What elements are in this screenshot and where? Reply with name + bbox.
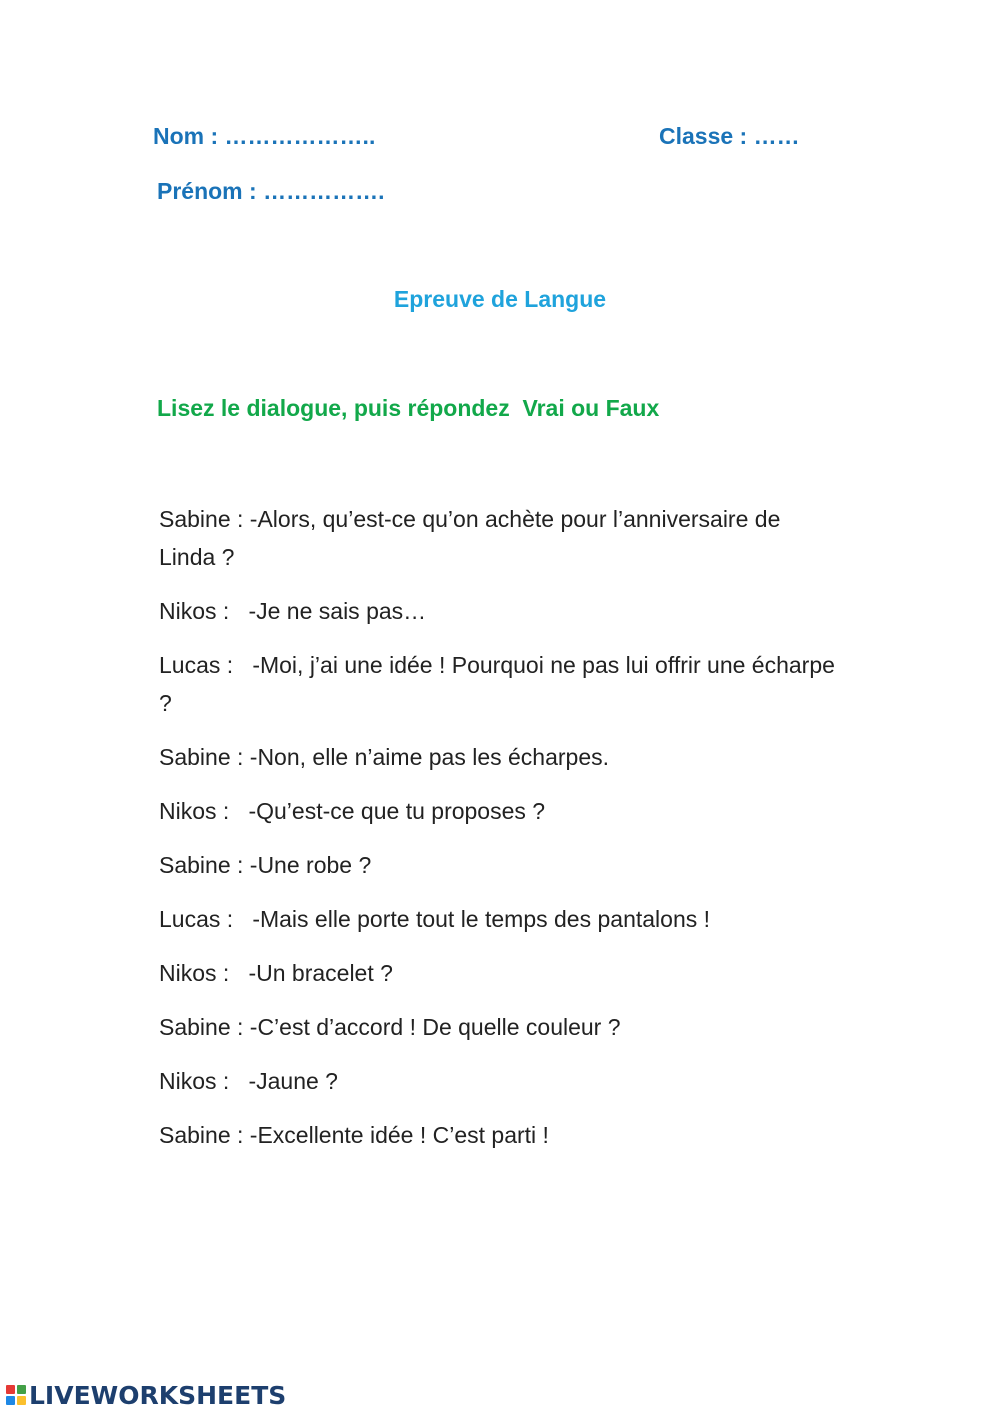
instruction-text: Lisez le dialogue, puis répondez Vrai ou Faux xyxy=(157,395,660,421)
nom-field: Nom : ……………….. xyxy=(153,123,376,149)
dialogue-line: Nikos : -Qu’est-ce que tu proposes ? xyxy=(159,798,546,824)
dialogue-line: Nikos : -Je ne sais pas… xyxy=(159,598,427,624)
dialogue-line: Nikos : -Un bracelet ? xyxy=(159,960,393,986)
logo-block xyxy=(17,1396,26,1405)
logo-text: LIVEWORKSHEETS xyxy=(29,1380,287,1410)
logo-block xyxy=(6,1396,15,1405)
logo-block xyxy=(17,1385,26,1394)
dialogue-line: Sabine : -Une robe ? xyxy=(159,852,372,878)
dialogue xyxy=(159,500,842,1170)
page-title: Epreuve de Langue xyxy=(393,286,607,312)
dialogue-line: Sabine : -C’est d’accord ! De quelle couleur ? xyxy=(159,1014,621,1040)
classe-field: Classe : …… xyxy=(659,123,800,149)
logo-block xyxy=(6,1385,15,1394)
dialogue-line: Sabine : -Excellente idée ! C’est parti ! xyxy=(159,1122,549,1148)
logo-blocks-icon xyxy=(6,1385,26,1405)
dialogue-line: Nikos : -Jaune ? xyxy=(159,1068,338,1094)
dialogue-line: Sabine : -Alors, qu’est-ce qu’on achète pour l’anniversaire de Linda ? xyxy=(159,506,787,570)
prenom-field: Prénom : ……………. xyxy=(157,178,385,204)
dialogue-line: Lucas : -Moi, j’ai une idée ! Pourquoi ne pas lui offrir une écharpe ? xyxy=(159,652,842,716)
liveworksheets-logo xyxy=(6,1380,286,1410)
dialogue-line: Lucas : -Mais elle porte tout le temps des pantalons ! xyxy=(159,906,711,932)
dialogue-line: Sabine : -Non, elle n’aime pas les écharpes. xyxy=(159,744,610,770)
